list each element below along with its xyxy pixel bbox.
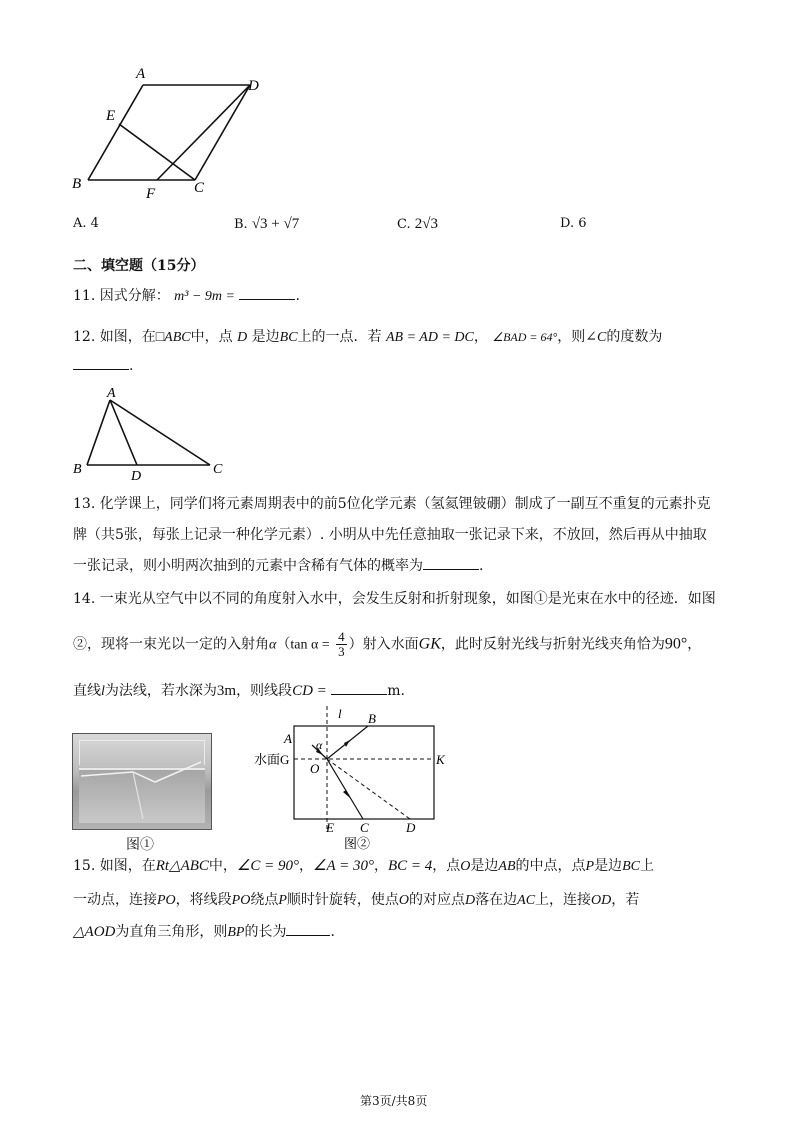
label-b: B (368, 711, 376, 726)
q15-bc-value: BC = 4 (387, 858, 433, 874)
q13-end: . (479, 558, 484, 574)
q14-unit: m. (387, 683, 405, 699)
q14-text-depth: 为法线，若水深为 (104, 683, 217, 699)
label-d: D (406, 820, 416, 835)
option-b-expr: √3 + √7 (251, 216, 300, 232)
q12-triangle-name: □ABC (155, 330, 191, 345)
q15-side-bc: BC (622, 859, 640, 874)
q15-text-l: 上 (639, 858, 654, 874)
question-14-line2 (73, 630, 701, 659)
q15-text-2c: 绕点 (250, 892, 279, 908)
q15-text-2d: 顺时针旋转，使点 (286, 892, 399, 908)
q15-text-2g: 上，连接 (535, 892, 592, 908)
question-14-line1: 14. 一束光从空气中以不同的角度射入水中，会发生反射和折射现象，如图①是光束在水中的径迹．如图 (73, 591, 716, 607)
label-a: A (136, 66, 146, 82)
label-a: A (284, 731, 292, 746)
option-a[interactable]: A. 4 (73, 216, 99, 231)
q15-text-3b: 为直角三角形，则 (115, 924, 228, 940)
q12-text-m: 的度数为 (606, 329, 663, 345)
q14-numerator: 4 (338, 629, 345, 644)
label-c: C (213, 462, 223, 477)
q15-po-2: PO (231, 893, 251, 908)
q15-point-o: O (460, 859, 471, 874)
q15-answer-blank[interactable] (286, 923, 330, 936)
q14-answer-blank[interactable] (331, 682, 387, 695)
q15-p-2: P (278, 893, 287, 908)
label-k: K (436, 752, 445, 767)
q15-text-j: 的中点，点 (515, 858, 586, 874)
q15-side-ab: AB (498, 859, 516, 874)
q15-angle-a: ∠A = 30° (313, 858, 374, 874)
question-13-line3 (73, 556, 483, 576)
label-d: D (248, 78, 259, 94)
label-f: F (146, 186, 156, 202)
q14-tan: tan α = (290, 637, 330, 653)
q15-point-p: P (585, 859, 595, 874)
q15-triangle-aod: △AOD (73, 924, 116, 940)
q15-text-a: 15. 如图，在 (73, 858, 156, 874)
q14-gk: GK (418, 635, 441, 653)
label-o: O (310, 761, 320, 776)
q15-text-b: 中， (208, 858, 237, 874)
light-refraction-diagram (250, 702, 470, 852)
q12-text-k: ，则∠ (557, 329, 598, 345)
q12-comma: ， (473, 329, 488, 345)
question-15-line1 (73, 856, 654, 877)
parallelogram-figure (60, 60, 280, 205)
q14-denominator: 3 (338, 644, 345, 659)
q15-d-2: D (465, 893, 476, 908)
question-15-line2 (73, 890, 639, 911)
figure-1-caption: 图① (126, 837, 154, 853)
q15-triangle: Rt△ABC (155, 858, 209, 874)
q15-bp: BP (227, 925, 245, 940)
q15-text-2h: ，若 (611, 892, 640, 908)
label-b: B (73, 462, 82, 477)
figure-2-caption: 图② (344, 837, 371, 852)
q14-alpha: α (269, 637, 277, 653)
q11-end: . (295, 288, 300, 304)
q15-o-2: O (398, 893, 410, 908)
section-title: 二、填空题（15分） (73, 258, 205, 274)
q14-text-segment: ，则线段 (236, 683, 293, 699)
q13-text: 一张记录，则小明两次抽到的元素中含稀有气体的概率为 (73, 558, 423, 574)
label-a: A (107, 386, 116, 401)
question-12-line2 (73, 356, 133, 376)
question-11 (73, 286, 300, 307)
q15-comma-2: ， (373, 858, 388, 874)
question-15-line3 (73, 922, 335, 943)
q12-angle-bad: ∠BAD = 64° (492, 330, 558, 344)
q14-text-a: ②，现将一束光以一定的入射角 (73, 636, 269, 653)
q15-angle-c: ∠C = 90° (236, 858, 299, 874)
q12-text-e: 是边 (251, 329, 280, 345)
label-alpha: α (316, 738, 323, 752)
question-14-line3 (73, 681, 405, 702)
q15-text-i: 是边 (470, 858, 499, 874)
label-d: D (131, 469, 142, 484)
q14-cd: CD = (292, 683, 327, 699)
q15-text-h: ，点 (432, 858, 461, 874)
q12-end: . (129, 358, 134, 374)
q12-text-g: 上的一点．若 (297, 329, 382, 345)
option-b[interactable] (234, 214, 299, 235)
triangle-figure (70, 385, 240, 485)
question-13-line1: 13. 化学课上，同学们将元素周期表中的前5位化学元素（氢氦锂铍硼）制成了一副互不重复的元素扑克 (73, 496, 711, 512)
q12-text-a: 12. 如图，在 (73, 329, 156, 345)
q15-text-2b: ，将线段 (175, 892, 232, 908)
q14-depth: 3m (216, 683, 237, 699)
q14-comma: ， (687, 636, 702, 653)
q15-comma-1: ， (299, 858, 313, 874)
q12-equality: AB = AD = DC (386, 330, 474, 345)
q14-paren-open: （ (276, 636, 291, 653)
option-b-prefix: B. (234, 217, 248, 232)
water-tank-photo (72, 733, 212, 830)
q12-answer-blank[interactable] (73, 357, 129, 370)
label-l: l (338, 706, 342, 721)
q15-text-2e: 的对应点 (409, 892, 466, 908)
light-beam-icon (73, 734, 211, 829)
question-13-line2: 牌（共5张，每张上记录一种化学元素）. 小明从中先任意抽取一张记录下来，不放回，然后再从中抽取 (73, 527, 707, 543)
q15-text-2a: 一动点，连接 (73, 892, 157, 908)
q14-deg: 90° (664, 635, 688, 653)
q11-text: 11. 因式分解： (73, 288, 170, 304)
q12-point-d: D (237, 330, 248, 345)
q12-angle-c: C (597, 330, 607, 345)
q15-od: OD (591, 893, 612, 908)
question-12-line1 (73, 327, 662, 348)
option-c-prefix: C. (397, 217, 411, 232)
q15-ac: AC (517, 893, 536, 908)
q15-text-3c: 的长为 (244, 924, 287, 940)
q14-text-line: 直线 (73, 683, 101, 699)
q15-end: . (330, 924, 335, 940)
q13-answer-blank[interactable] (423, 557, 479, 570)
q12-text-c: 中，点 (190, 329, 233, 345)
label-e: E (326, 820, 334, 835)
option-c[interactable] (397, 214, 438, 235)
q14-text-c: ）射入水面 (348, 636, 419, 653)
q14-l: l (101, 684, 105, 699)
q15-text-2f: 落在边 (475, 892, 518, 908)
q14-text-d: ，此时反射光线与折射光线夹角恰为 (440, 636, 665, 653)
page-number: 第3页/共8页 (360, 1094, 428, 1108)
option-c-expr: 2√3 (414, 216, 438, 232)
q14-fraction (336, 630, 347, 659)
q11-answer-blank[interactable] (239, 287, 295, 300)
q15-text-k: 是边 (594, 858, 623, 874)
label-water-g: 水面G (254, 752, 290, 767)
label-e: E (106, 108, 116, 124)
q15-po: PO (157, 893, 176, 908)
option-d[interactable]: D. 6 (560, 216, 587, 231)
q11-expr: m³ − 9m = (174, 289, 235, 304)
label-b: B (72, 176, 82, 192)
label-c: C (360, 820, 369, 835)
label-c: C (194, 180, 205, 196)
q12-side-bc: BC (279, 330, 298, 345)
